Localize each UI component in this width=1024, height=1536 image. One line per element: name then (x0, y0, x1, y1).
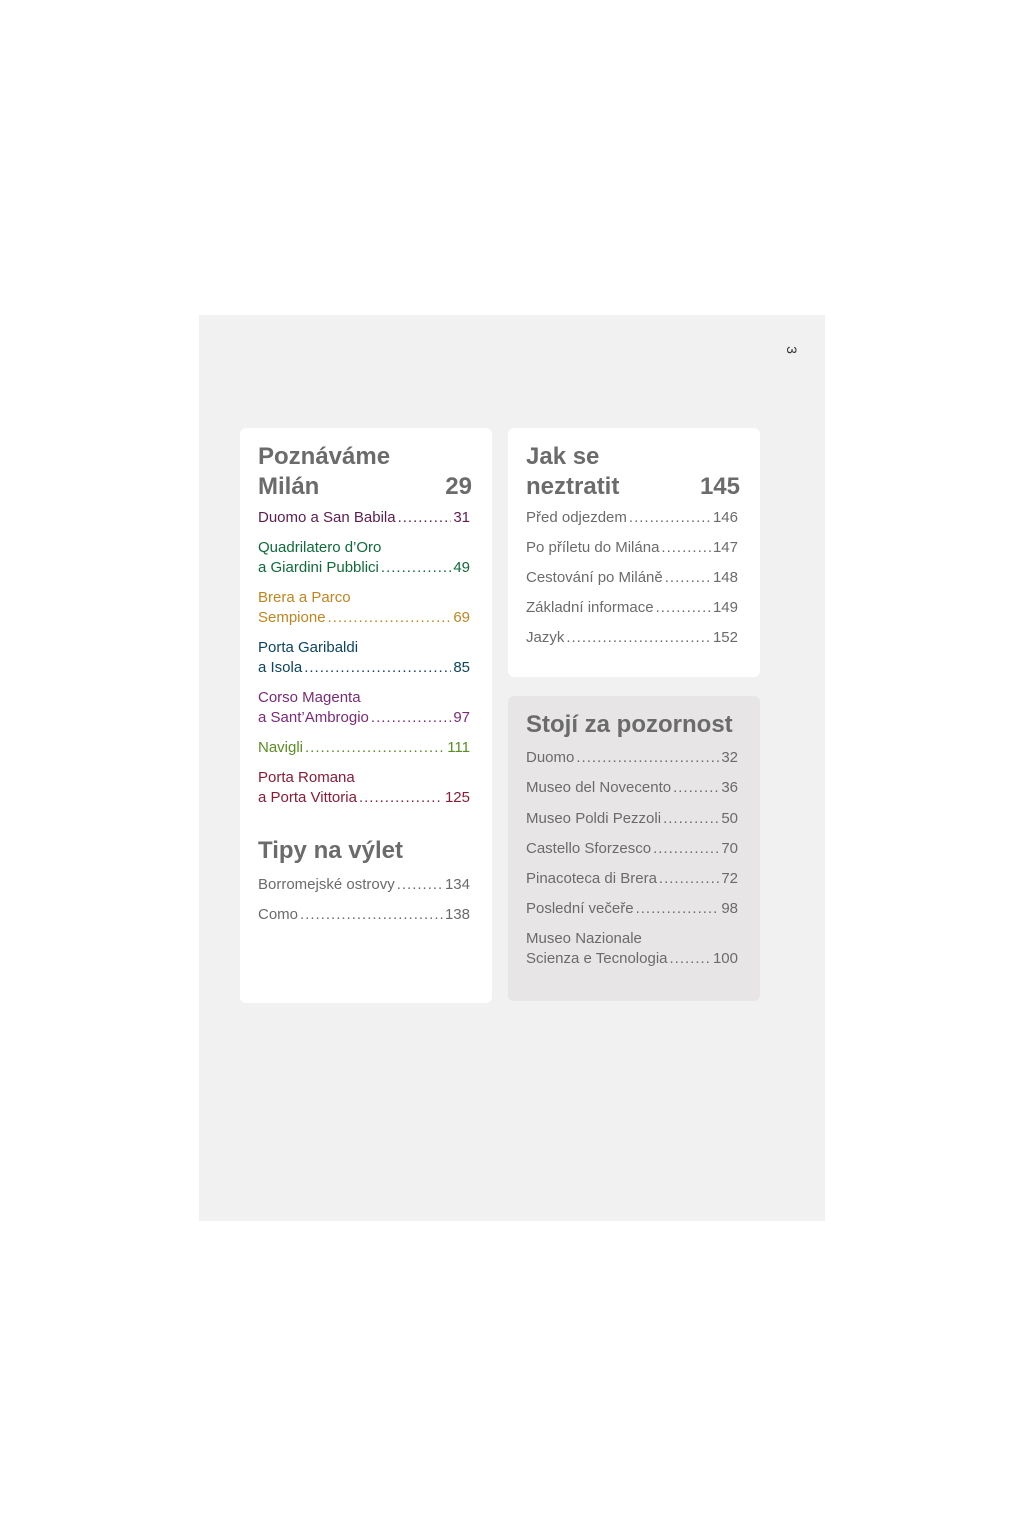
heading-page-number: 29 (445, 473, 472, 500)
entry-page: 32 (721, 749, 738, 766)
entry-title: Porta Romana (258, 769, 355, 786)
heading-page-number: 145 (699, 473, 740, 500)
entry-page: 146 (712, 509, 738, 526)
entry-page: 98 (721, 900, 738, 917)
entry-title-cont: Scienza e Tecnologia (526, 950, 668, 967)
entry-title: Duomo (526, 749, 575, 766)
leader-dots (665, 568, 711, 588)
leader-dots (381, 558, 451, 578)
entry-page: 147 (712, 539, 738, 556)
toc-entry[interactable] (526, 598, 738, 618)
entry-page: 49 (453, 559, 470, 576)
entry-page: 152 (712, 629, 738, 646)
toc-entry[interactable] (526, 869, 738, 889)
entry-title: Poslední večeře (526, 900, 634, 917)
entry-page: 148 (712, 569, 738, 586)
toc-entry[interactable] (526, 778, 738, 798)
entry-page: 31 (453, 509, 470, 526)
toc-entry[interactable] (526, 809, 738, 829)
section-heading-highlights: Stojí za pozornost (526, 711, 733, 738)
leader-dots (398, 508, 452, 528)
entry-title: Základní informace (526, 599, 654, 616)
toc-entry[interactable] (526, 508, 738, 528)
leader-dots (576, 748, 719, 768)
entry-page: 72 (721, 870, 738, 887)
entry-page: 69 (453, 609, 470, 626)
section-heading-practical (526, 442, 740, 502)
entry-page: 149 (712, 599, 738, 616)
entry-title: Porta Garibaldi (258, 639, 359, 656)
entry-page: 138 (444, 906, 470, 923)
toc-entry[interactable] (258, 768, 470, 808)
entry-title-cont: Sempione (258, 609, 326, 626)
entry-title-cont: a Isola (258, 659, 303, 676)
entry-title: Quadrilatero d’Oro (258, 539, 382, 556)
toc-entry[interactable] (526, 899, 738, 919)
leader-dots (659, 869, 719, 889)
leader-dots (300, 905, 443, 925)
leader-dots (656, 598, 711, 618)
toc-entry[interactable] (258, 905, 470, 925)
toc-entry[interactable] (526, 538, 738, 558)
toc-card-practical (508, 428, 760, 677)
entry-page: 134 (444, 876, 470, 893)
toc-entry[interactable] (258, 688, 470, 728)
entry-title-cont: a Giardini Pubblici (258, 559, 379, 576)
entry-title: Corso Magenta (258, 689, 361, 706)
entry-title-cont: a Sant’Ambrogio (258, 709, 369, 726)
entry-title: Po příletu do Milána (526, 539, 660, 556)
entry-page: 100 (712, 950, 738, 967)
toc-card-highlights (508, 696, 760, 1001)
leader-dots (566, 628, 711, 648)
toc-card-explore (240, 428, 492, 1003)
leader-dots (673, 778, 719, 798)
entry-title: Borromejské ostrovy (258, 876, 395, 893)
entry-title: Duomo a San Babila (258, 509, 396, 526)
toc-entry[interactable] (258, 588, 470, 628)
heading-line-1: Jak se (526, 443, 600, 470)
leader-dots (397, 875, 443, 895)
leader-dots (359, 788, 443, 808)
leader-dots (670, 949, 711, 969)
entry-title: Museo Poldi Pezzoli (526, 810, 662, 827)
entry-page: 97 (453, 709, 470, 726)
leader-dots (371, 708, 451, 728)
entry-page: 70 (721, 840, 738, 857)
leader-dots (636, 899, 720, 919)
toc-entry[interactable] (526, 628, 738, 648)
leader-dots (629, 508, 711, 528)
leader-dots (304, 658, 451, 678)
toc-entry[interactable] (258, 738, 470, 758)
entry-page: 36 (721, 779, 738, 796)
entry-title: Pinacoteca di Brera (526, 870, 657, 887)
heading-line-2: Milán (258, 473, 320, 500)
toc-entry[interactable] (258, 508, 470, 528)
toc-entry[interactable] (526, 839, 738, 859)
toc-entry[interactable] (526, 748, 738, 768)
leader-dots (661, 538, 711, 558)
leader-dots (305, 738, 445, 758)
leader-dots (663, 809, 719, 829)
entry-page: 50 (721, 810, 738, 827)
entry-page: 111 (447, 739, 470, 756)
entry-page: 125 (444, 789, 470, 806)
entry-title-cont: a Porta Vittoria (258, 789, 357, 806)
leader-dots (328, 608, 452, 628)
toc-entry[interactable] (258, 538, 470, 578)
heading-line-1: Poznáváme (258, 443, 391, 470)
leader-dots (653, 839, 719, 859)
toc-entry[interactable] (258, 638, 470, 678)
entry-title: Brera a Parco (258, 589, 351, 606)
entry-page: 85 (453, 659, 470, 676)
entry-title: Jazyk (526, 629, 565, 646)
entry-title: Museo del Novecento (526, 779, 672, 796)
entry-title: Před odjezdem (526, 509, 627, 526)
entry-title: Como (258, 906, 299, 923)
toc-entry[interactable] (258, 875, 470, 895)
entry-title: Museo Nazionale (526, 930, 642, 947)
entry-title: Navigli (258, 739, 304, 756)
toc-entry[interactable] (526, 568, 738, 588)
heading-line-2: neztratit (526, 473, 620, 500)
section-heading-explore (258, 442, 472, 502)
entry-title: Castello Sforzesco (526, 840, 652, 857)
toc-entry[interactable] (526, 929, 738, 969)
section-heading-trips: Tipy na výlet (258, 837, 403, 864)
entry-title: Cestování po Miláně (526, 569, 663, 586)
page-number: 3 (783, 346, 800, 354)
